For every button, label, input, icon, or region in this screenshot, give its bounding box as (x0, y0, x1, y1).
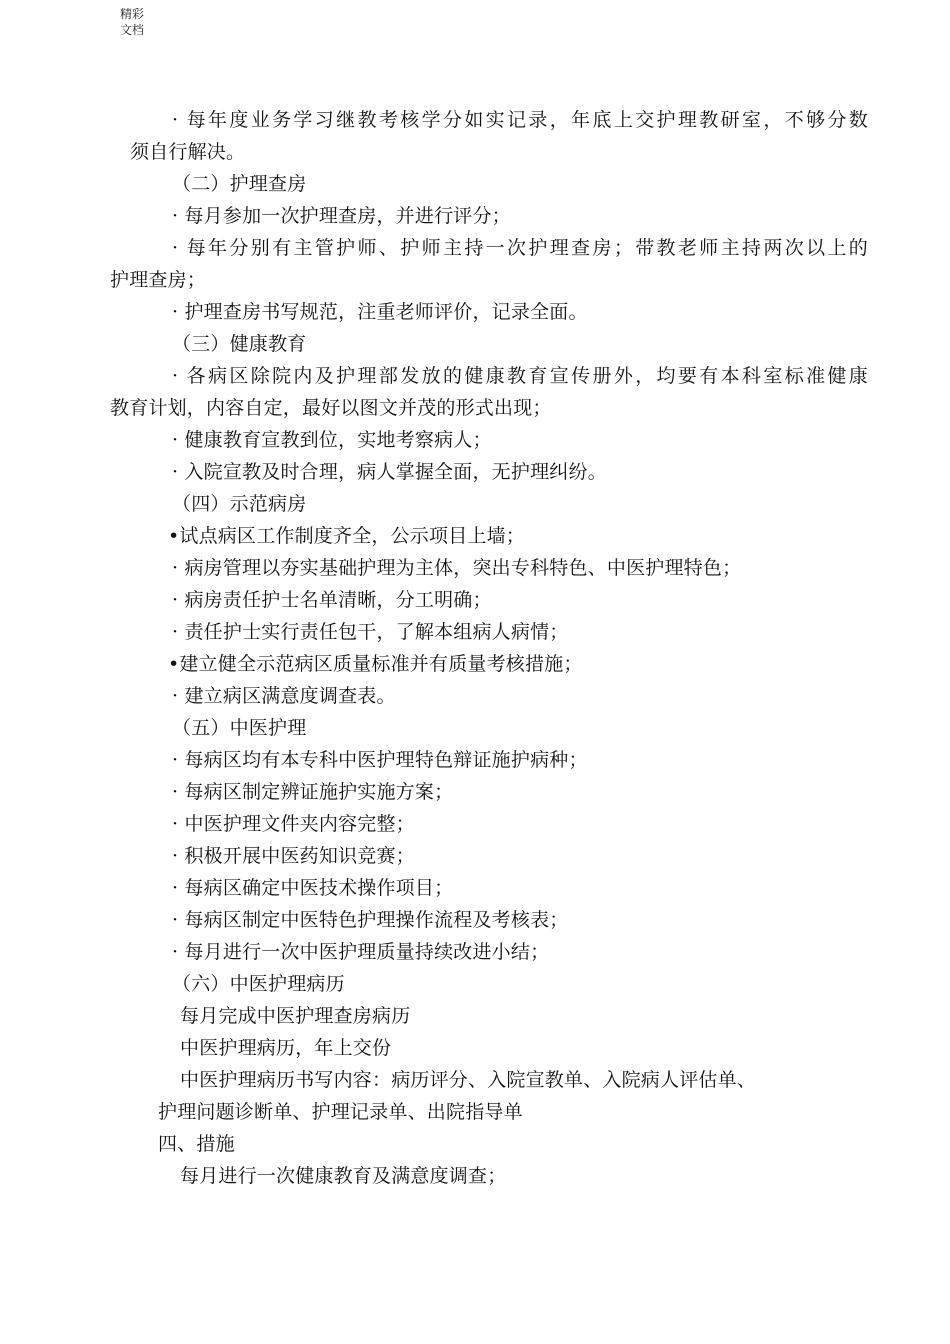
text-line: 教育计划，内容自定，最好以图文并茂的形式出现； (110, 397, 552, 419)
text-line: · 每病区均有本专科中医护理特色辩证施护病种； (172, 749, 588, 771)
text-line: · 每年分别有主管护师、护师主持一次护理查房；带教老师主持两次以上的 (172, 237, 868, 259)
text-line: · 每病区制定辨证施护实施方案； (172, 781, 454, 803)
text-line: · 每年度业务学习继教考核学分如实记录，年底上交护理教研室，不够分数 (172, 109, 868, 131)
text-line: 中医护理病历书写内容：病历评分、入院宣教单、入院病人评估单、 (180, 1069, 757, 1091)
text-line: · 每月进行一次中医护理质量持续改进小结； (172, 941, 550, 963)
section-heading: （二）护理查房 (172, 173, 307, 195)
text-line: 每月进行一次健康教育及满意度调查； (180, 1165, 507, 1187)
text-line: · 每病区制定中医特色护理操作流程及考核表； (172, 909, 569, 931)
text-line: 每月完成中医护理查房病历 (180, 1005, 411, 1027)
text-line: · 建立病区满意度调查表。 (172, 685, 396, 707)
section-heading: （五）中医护理 (172, 717, 307, 739)
text-line: · 责任护士实行责任包干，了解本组病人病情； (172, 621, 569, 643)
text-line: •试点病区工作制度齐全，公示项目上墙； (168, 525, 526, 547)
text-line: · 病房管理以夯实基础护理为主体，突出专科特色、中医护理特色； (172, 557, 742, 579)
text-line: •建立健全示范病区质量标准并有质量考核措施； (168, 653, 583, 675)
text-line: · 每病区确定中医技术操作项目； (172, 877, 454, 899)
section-heading: （六）中医护理病历 (172, 973, 345, 995)
text-line: · 病房责任护士名单清晰，分工明确； (172, 589, 492, 611)
text-line: 护理查房； (110, 269, 207, 291)
section-heading: （三）健康教育 (172, 333, 307, 355)
text-line: · 健康教育宣教到位，实地考察病人； (172, 429, 492, 451)
text-line: 中医护理病历，年上交份 (180, 1037, 392, 1059)
text-line: · 中医护理文件夹内容完整； (172, 813, 415, 835)
text-line: · 各病区除院内及护理部发放的健康教育宣传册外，均要有本科室标准健康 (172, 365, 868, 387)
text-line: 护理问题诊断单、护理记录单、出院指导单 (158, 1101, 523, 1123)
text-line: 须自行解决。 (130, 141, 246, 163)
text-line: · 积极开展中医药知识竞赛； (172, 845, 415, 867)
section-heading: （四）示范病房 (172, 493, 307, 515)
text-line: · 入院宣教及时合理，病人掌握全面，无护理纠纷。 (172, 461, 607, 483)
text-line: · 每月参加一次护理查房，并进行评分； (172, 205, 511, 227)
header-watermark: 精彩文档 (120, 7, 145, 37)
text-line: · 护理查房书写规范，注重老师评价，记录全面。 (172, 301, 588, 323)
section-heading: 四、措施 (158, 1133, 235, 1155)
